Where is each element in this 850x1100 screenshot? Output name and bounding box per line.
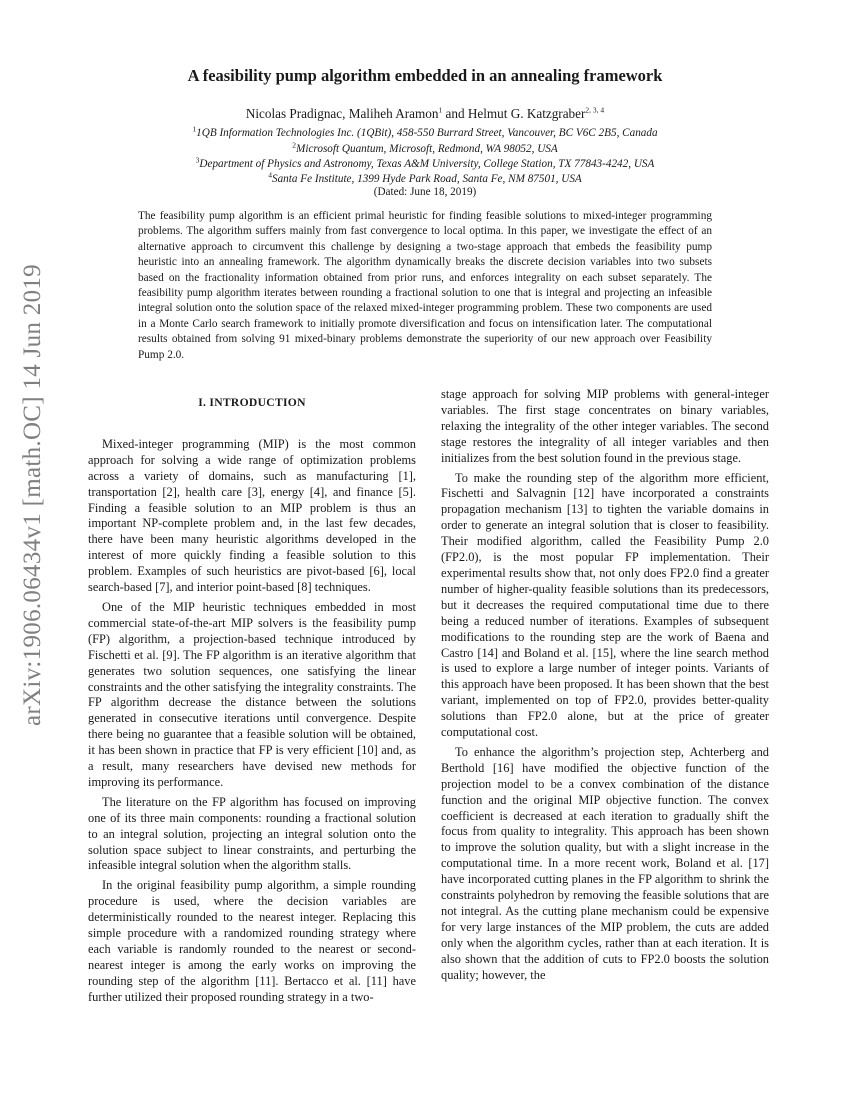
paragraph: The literature on the FP algorithm has focused on improving one of its three main components: rounding a fractional solution to an integral solution, projecting an integral solution onto the solution space subject to linear constraints, and perturbing the infeasible integral solution when the algorithm stalls. <box>88 794 416 873</box>
affiliation-3 <box>90 156 760 172</box>
author-names-first: Nicolas Pradignac, Maliheh Aramon <box>245 106 439 121</box>
paragraph: To enhance the algorithm’s projection step, Achterberg and Berthold [16] have modified the objective function of the projection model to be a convex combination of the distance function and the original MIP objective function. The convex coefficient is decreased at each iteration to gradually shift the focus from quality to integrality. This approach has been shown to improve the solution quality, but with a slight increase in the computational time. In a more recent work, Boland et al. [17] have incorporated cutting planes in the FP algorithm to shrink the constraints polyhedron by removing the feasible solutions that are not integral. As the cutting plane mechanism could be expensive for very large instances of the MIP problem, the cuts are added only when the algorithm cycles, rather than at each iteration. It is also shown that the addition of cuts to FP2.0 boosts the solution quality; however, the <box>441 744 769 982</box>
affiliation-4 <box>90 171 760 187</box>
left-column <box>88 395 416 1010</box>
affiliation-number: 3 <box>195 155 200 165</box>
affiliation-1 <box>90 125 760 141</box>
section-heading: I. INTRODUCTION <box>198 396 306 409</box>
affiliation-number: 1 <box>192 124 197 134</box>
arxiv-identifier: arXiv:1906.06434v1 [math.OC] 14 Jun 2019 <box>19 264 46 726</box>
affiliation-text: Department of Physics and Astronomy, Texas A&M University, College Station, TX 77843-4242, USA <box>199 158 655 170</box>
author-names-last: and Helmut G. Katzgraber <box>442 106 586 121</box>
arxiv-sidebar <box>8 265 58 725</box>
date-line: (Dated: June 18, 2019) <box>373 186 477 198</box>
author-affiliation-mark: 2, 3, 4 <box>585 105 605 115</box>
affiliation-text: Santa Fe Institute, 1399 Hyde Park Road, Santa Fe, NM 87501, USA <box>271 173 582 185</box>
author-list <box>100 106 750 122</box>
paragraph: Mixed-integer programming (MIP) is the most common approach for solving a wide range of optimization problems across a variety of domains, such as manufacturing [1], transportation [2], health care [3], energy [4], and finance [5]. Finding a feasible solution to an MIP problem is thus an important NP-complete problem and, in the last few decades, there have been many heuristic algorithms developed in the interest of more quickly finding a feasible solution to this problem. Examples of such heuristics are pivot-based [6], local search-based [7], and interior point-based [8] techniques. <box>88 436 416 595</box>
affiliation-2 <box>90 141 760 157</box>
paragraph: To make the rounding step of the algorithm more efficient, Fischetti and Salvagnin [12] have incorporated a constraints propagation mechanism [13] to tighten the variable domains in order to generate an integral solution that is closer to feasibility. Their modified algorithm, called the Feasibility Pump 2.0 (FP2.0), is the most popular FP implementation. Their experimental results show that, not only does FP2.0 find a greater number of higher-quality feasible solutions than its predecessors, but it decreases the required computational time due to there being a reduced number of iterations. Examples of subsequent modifications to the rounding step are the work of Baena and Castro [14] and Boland et al. [15], where the line search method is used to explore a large number of integer points. Variants of this approach have been proposed. It has been shown that the best variant, implemented on top of FP2.0, provides better-quality solutions than FP2.0 alone, but at the price of greater computational cost. <box>441 470 769 740</box>
paragraph: In the original feasibility pump algorithm, a simple rounding procedure is used, where the decision variables are deterministically rounded to the nearest integer. Replacing this simple procedure with a randomized rounding strategy where each variable is randomly rounded to the nearest or second-nearest integer is among the early works on improving the rounding step of the algorithm [11]. Bertacco et al. [11] have further utilized their proposed rounding strategy in a two- <box>88 878 416 1004</box>
right-column <box>441 387 769 988</box>
paragraph: One of the MIP heuristic techniques embedded in most commercial state-of-the-art MIP solvers is the feasibility pump (FP) algorithm, a projection-based technique introduced by Fischetti et al. [9]. The FP algorithm is an iterative algorithm that generates two solution sequences, one satisfying the linear constraints and the other satisfying the integrality constraints. The FP algorithm decrease the distance between the solutions generated in consecutive iterations until convergence. Despite there being no guarantee that a feasible solution will be obtained, it has been shown in practice that FP is very efficient [10] and, as a result, many researchers have devised new methods for improving its performance. <box>88 599 416 789</box>
paragraph: stage approach for solving MIP problems with general-integer variables. The first stage concentrates on binary variables, relaxing the integrality of the other integer variables. The second stage restores the integrality of all integer variables and then initializes from the best solution found in the previous stage. <box>441 387 769 465</box>
affiliation-text: Microsoft Quantum, Microsoft, Redmond, WA 98052, USA <box>296 143 558 155</box>
affiliation-number: 4 <box>268 170 272 180</box>
affiliation-number: 2 <box>292 140 297 150</box>
author-affiliation-mark: 1 <box>438 105 443 115</box>
paper-title: A feasibility pump algorithm embedded in an annealing framework <box>187 66 663 85</box>
affiliation-text: 1QB Information Technologies Inc. (1QBit), 458-550 Burrard Street, Vancouver, BC V6C 2B5, Canada <box>196 127 658 139</box>
abstract: The feasibility pump algorithm is an efficient primal heuristic for finding feasible solutions to mixed-integer programming problems. The algorithm suffers mainly from fast convergence to local optima. In this paper, we investigate the effect of an alternative approach to circumvent this challenge by designing a two-stage approach that embeds the feasibility pump heuristic into an annealing framework. The algorithm dynamically breaks the discrete decision variables into two subsets based on the fractionality information obtained from prior runs, and enforces integrality on each subset separately. The feasibility pump algorithm iterates between rounding a fractional solution to one that is integral and projecting an infeasible integral solution onto the solution space of the relaxed mixed-integer programming problem. These two components are used in a Monte Carlo search framework to initially promote diversification and focus on intensification later. The computational results obtained from solving 91 mixed-binary problems demonstrate the superiority of our new approach over Feasibility Pump 2.0. <box>138 210 712 361</box>
